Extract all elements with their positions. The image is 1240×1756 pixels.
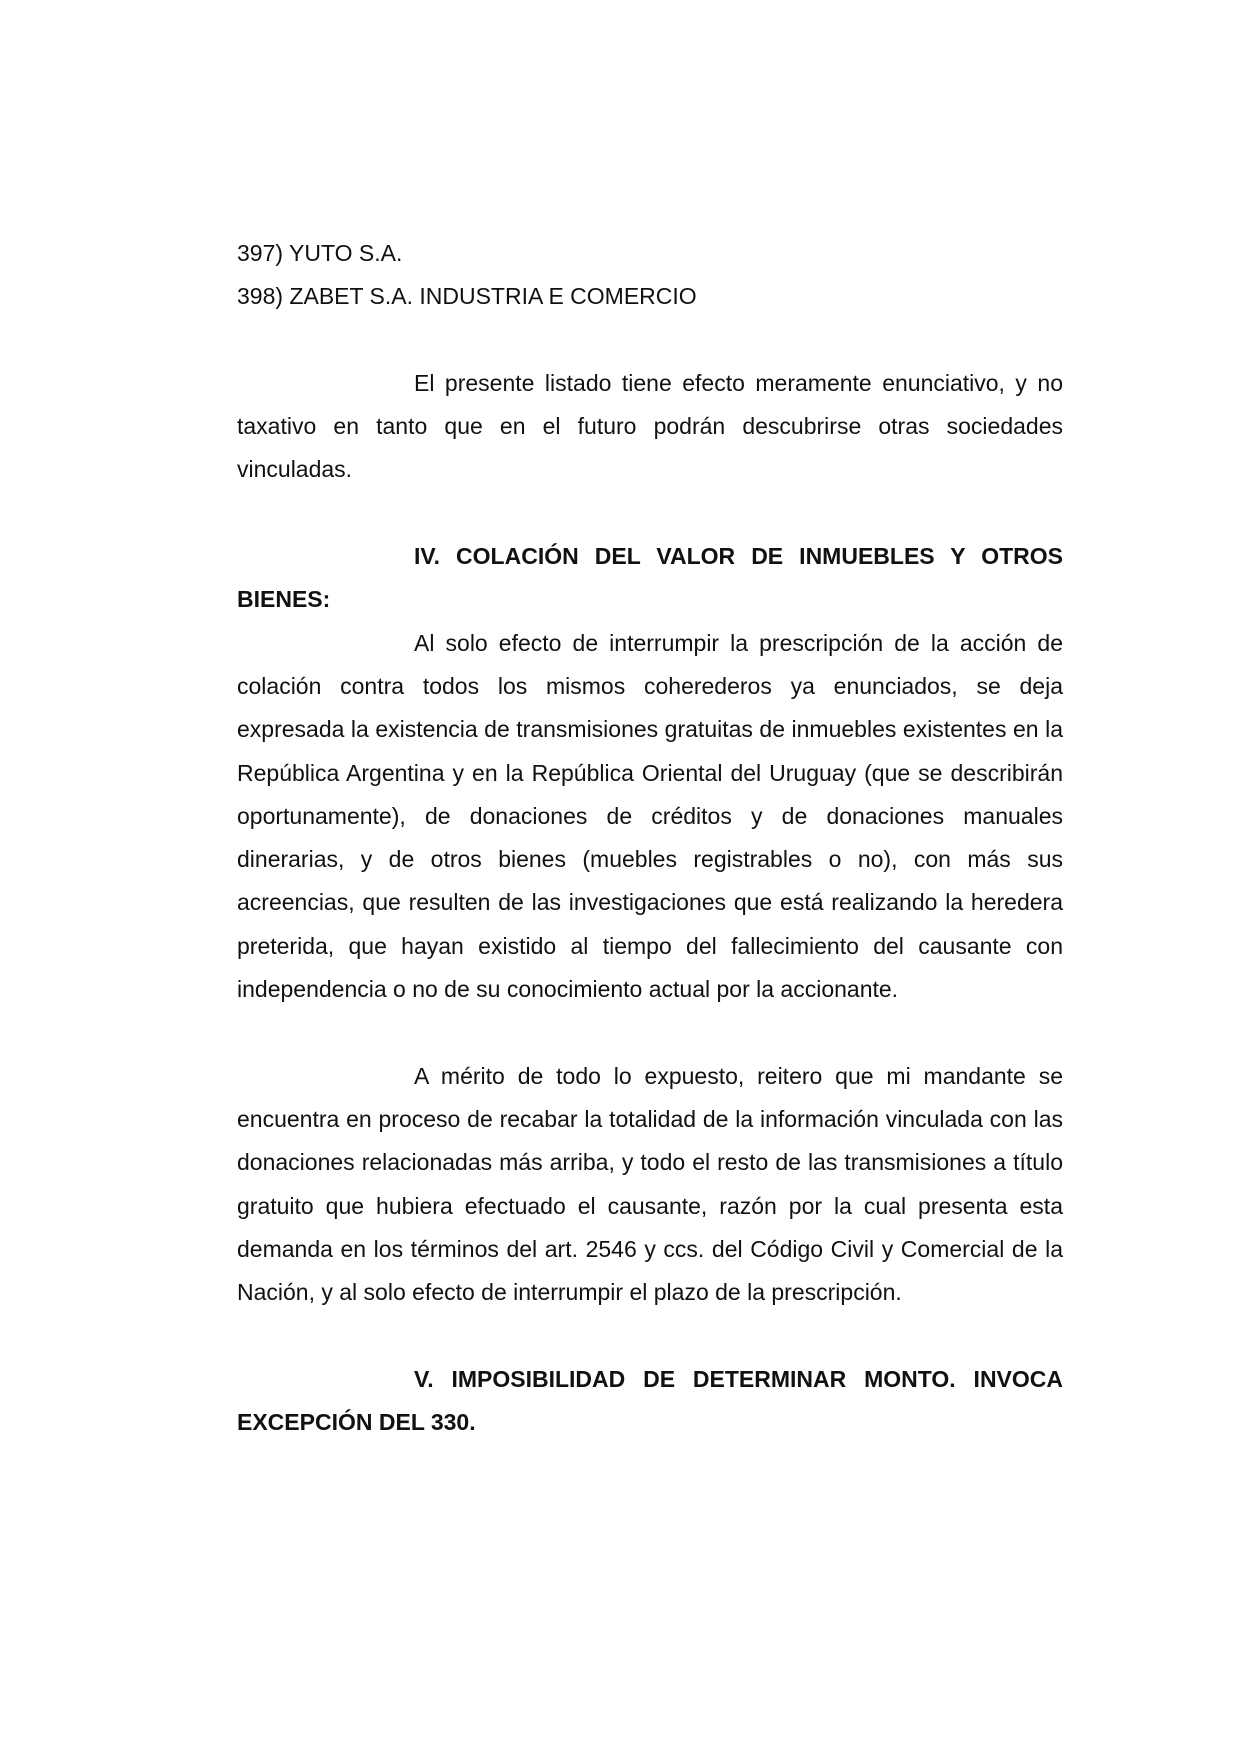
spacer [237, 319, 1063, 362]
section-heading-iv: IV. COLACIÓN DEL VALOR DE INMUEBLES Y OTROS BIENES: [237, 543, 1063, 613]
document-body [237, 232, 1063, 1444]
spacer [237, 492, 1063, 535]
paragraph-merito: A mérito de todo lo expuesto, reitero que mi mandante se encuentra en proceso de recabar la totalidad de la información vinculada con las donaciones relacionadas más arriba, y todo el resto de las transmisiones a título gratuito que hubiera efectuado el causante, razón por la cual presenta esta demanda en los términos del art. 2546 y ccs. del Código Civil y Comercial de la Nación, y al solo efecto de interrumpir el plazo de la prescripción. [237, 1062, 1063, 1306]
section-heading-v: V. IMPOSIBILIDAD DE DETERMINAR MONTO. INVOCA EXCEPCIÓN DEL 330. [237, 1365, 1063, 1436]
list-item-397: 397) YUTO S.A. [237, 240, 403, 266]
paragraph-listado: El presente listado tiene efecto meramente enunciativo, y no taxativo en tanto que en el futuro podrán descubrirse otras sociedades vinculadas. [237, 369, 1063, 483]
spacer [237, 1011, 1063, 1054]
paragraph-colacion: Al solo efecto de interrumpir la prescripción de la acción de colación contra todos los mismos coherederos ya enunciados, se deja expresada la existencia de transmisiones gratuitas de inmuebles existentes en la República Argentina y en la República Oriental del Uruguay (que se describirán oportunamente), de donaciones de créditos y de donaciones manuales dinerarias, y de otros bienes (muebles registrables o no), con más sus acreencias, que resulten de las investigaciones que está realizando la heredera preterida, que hayan existido al tiempo del fallecimiento del causante con independencia o no de su conocimiento actual por la accionante. [237, 629, 1063, 1003]
spacer [237, 1314, 1063, 1357]
list-item-398: 398) ZABET S.A. INDUSTRIA E COMERCIO [237, 283, 697, 310]
